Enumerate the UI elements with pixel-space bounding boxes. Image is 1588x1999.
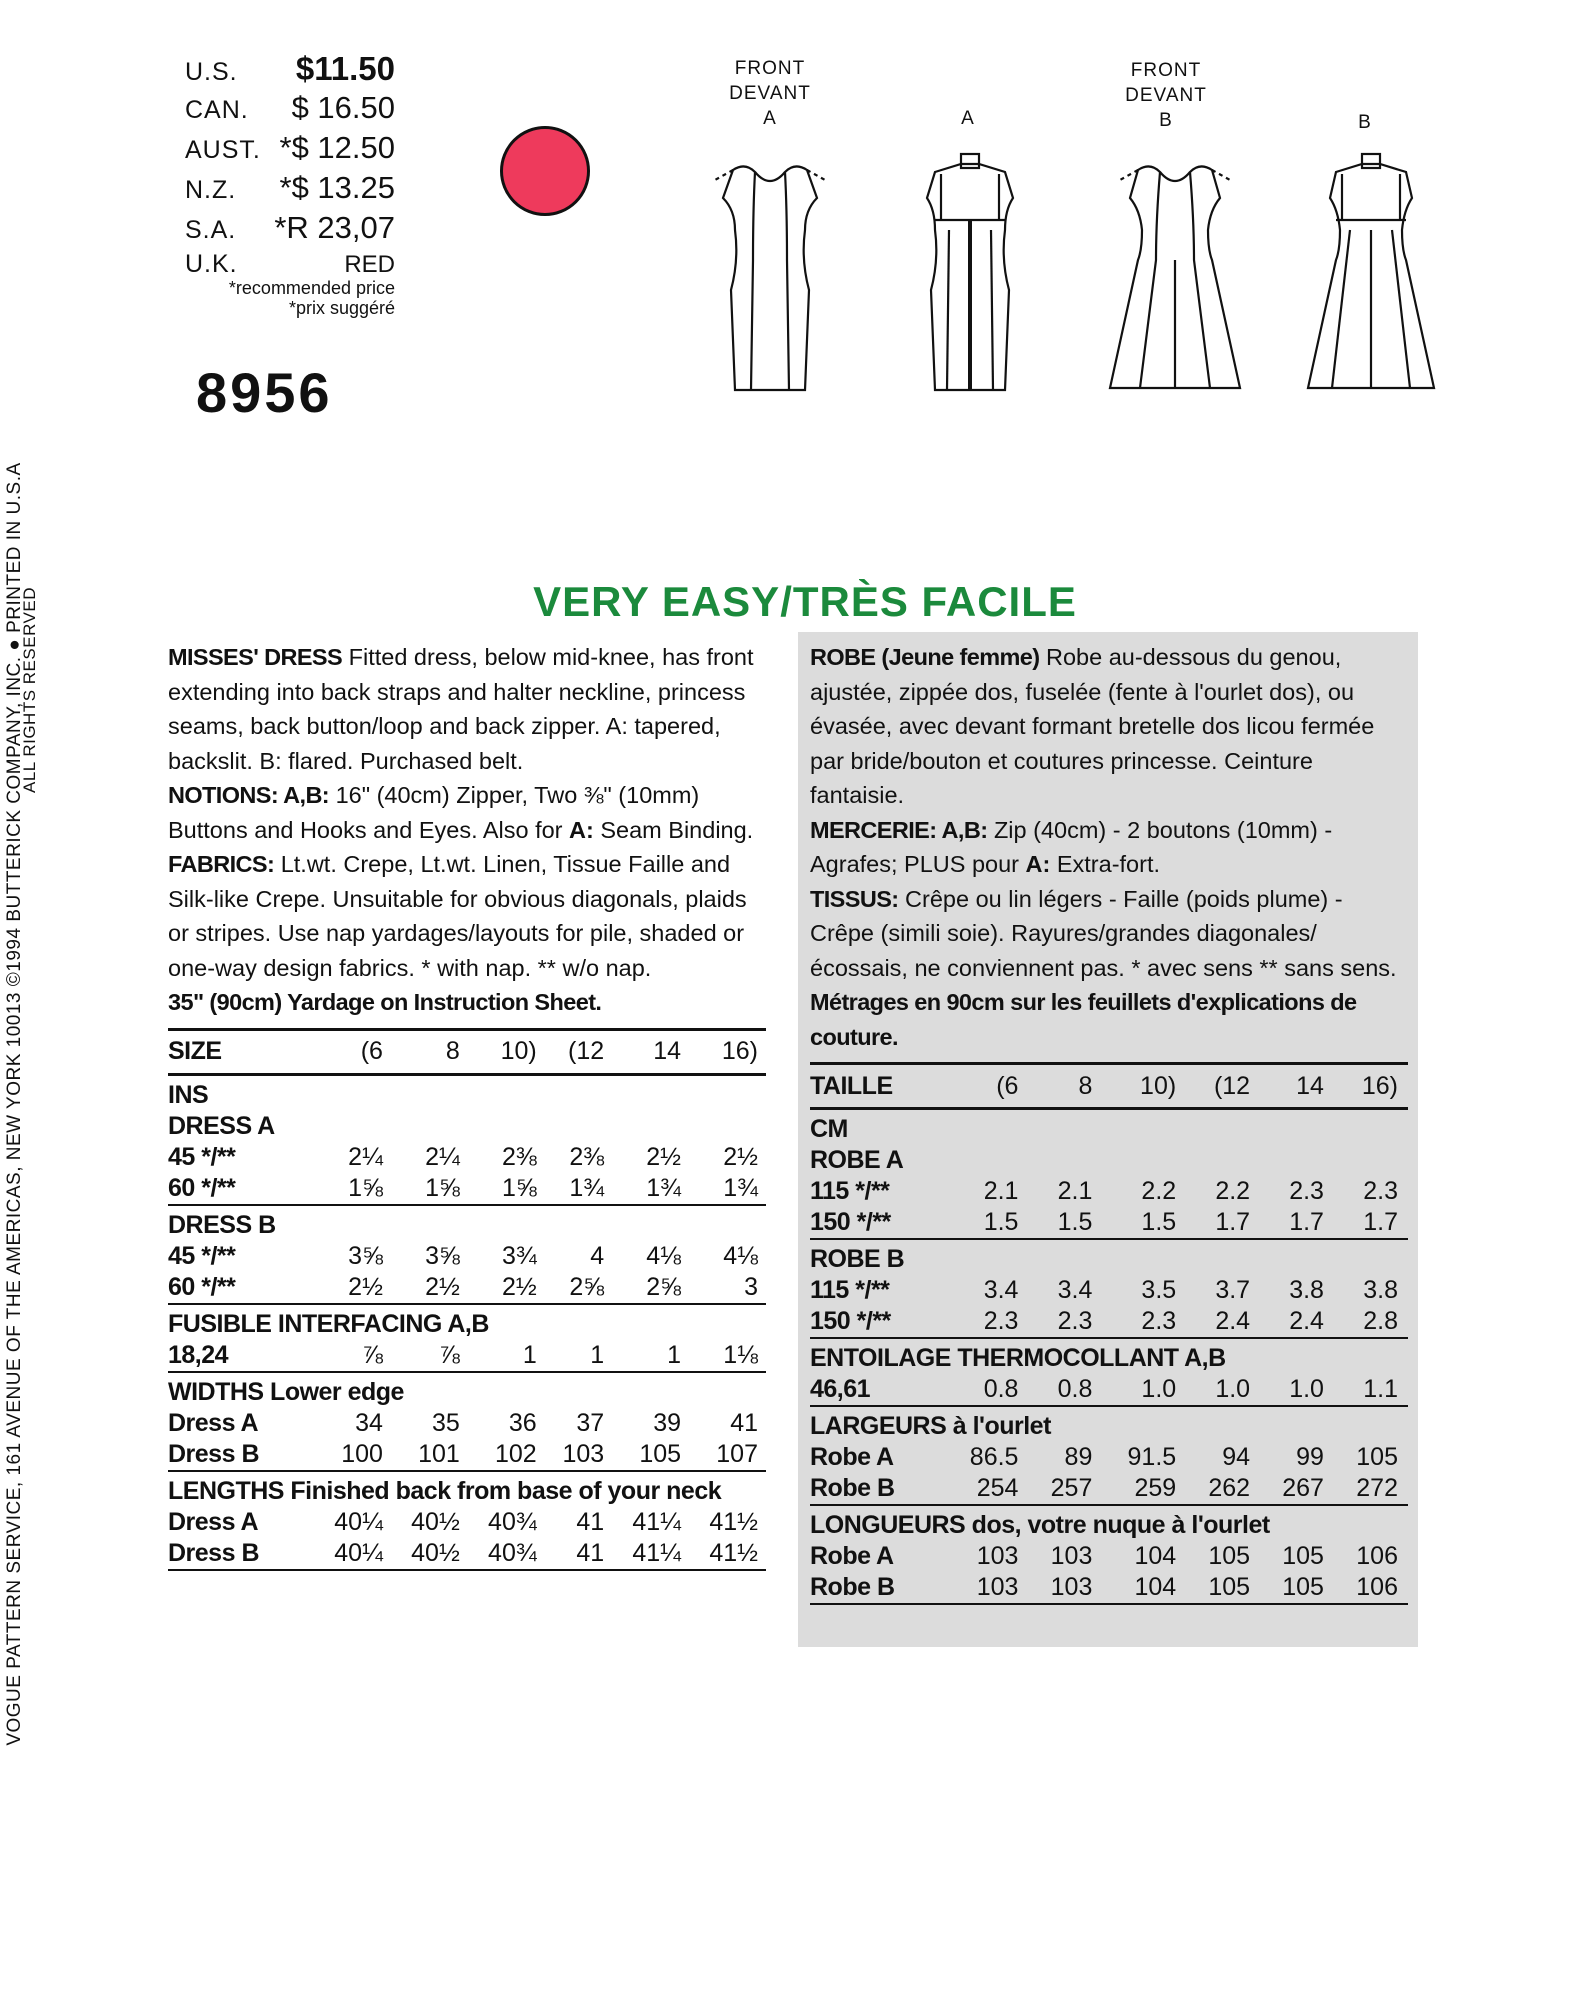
price-list — [185, 50, 395, 318]
price-row: S.A. *R 23,07 — [185, 210, 395, 245]
view-label: A — [961, 108, 975, 129]
rights-reserved: ALL RIGHTS RESERVED — [20, 587, 39, 794]
yardage-table-fr: TAILLE (6 8 10) (12 14 16) CM ROBE A 115 */** 2.1 2.1 2.2 2.2 2.3 2.3 150 */** 1.5 1.5 1.5 1.7 1.7 1.7 ROBE B 115 */** 3.4 3.4 3.5 3.7 3.8 3.8 150 */** 2.3 2.3 2.3 2.4 2.4 2.8 ENTOILAGE THERMOCOLLANT A,B 46,61 0.8 0.8 1.0 1.0 1.0 1.1 LARGEURS à l'ourlet Robe A 86.5 89 91.5 94 99 105 Robe B 254 257 259 262 267 272 LONGUEURS dos, votre nuque à l'ourlet Robe A 103 103 104 105 105 106 Robe B 103 103 104 105 105 106 — [810, 1062, 1408, 1605]
publisher-imprint: VOGUE PATTERN SERVICE, 161 AVENUE OF THE AMERICAS, NEW YORK 10013 ©1994 BUTTERICK COMPANY, INC. ● PRINTED IN U.S.A — [4, 462, 25, 1746]
french-column — [798, 632, 1418, 1647]
description-fr: ROBE (Jeune femme) Robe au-dessous du genou, ajustée, zippée dos, fuselée (fente à l'ourlet dos), ou évasée, avec devant formant bretelle dos licou fermée par bride/bouton et coutures princesse. Ceinture fantaisie. — [810, 644, 1375, 808]
view-label: B — [1358, 112, 1372, 133]
view-label: FRONT DEVANT A — [729, 58, 811, 129]
tissus: TISSUS: Crêpe ou lin légers - Faille (poids plume) - Crêpe (simili soie). Rayures/grandes diagonales/ écossais, ne conviennent pas. * avec sens ** sans sens. — [810, 885, 1397, 981]
difficulty-heading: VERY EASY/TRÈS FACILE — [533, 578, 1077, 625]
dress-b-back-drawing — [1296, 150, 1446, 400]
price-row: AUST. *$ 12.50 — [185, 130, 395, 165]
price-note: *recommended price — [228, 278, 395, 298]
side-imprint — [0, 0, 60, 1930]
notions: NOTIONS: A,B: 16" (40cm) Zipper, Two ⅜" (10mm) Buttons and Hooks and Eyes. Also for A: Seam Binding. — [168, 782, 754, 843]
dress-b-front-drawing — [1100, 150, 1250, 400]
pattern-number: 8956 — [196, 361, 333, 424]
yardage-table: SIZE (6 8 10) (12 14 16) INS DRESS A 45 */** 2¼ 2¼ 2⅜ 2⅜ 2½ 2½ 60 */** 1⅝ 1⅝ 1⅝ 1¾ 1¾ 1¾ DRESS B 45 */** 3⅝ 3⅝ 3¾ 4 4⅛ 4⅛ 60 */** 2½ 2½ 2½ 2⅝ 2⅝ 3 FUSIBLE INTERFACING A,B 18,24 ⅞ ⅞ 1 1 1 1⅛ WIDTHS Lower edge Dress A 34 35 36 37 39 41 Dress B 100 101 102 103 105 107 LENGTHS Finished back from base of your neck Dress A 40¼ 40½ 40¾ 41 41¼ 41½ Dress B 40¼ 40½ 40¾ 41 41¼ 41½ — [168, 1028, 766, 1571]
dress-a-back-drawing — [905, 150, 1035, 400]
price-row: N.Z. *$ 13.25 — [185, 170, 395, 205]
view-label: FRONT DEVANT B — [1125, 60, 1207, 131]
price-row: CAN. $ 16.50 — [185, 90, 395, 125]
fabrics: FABRICS: Lt.wt. Crepe, Lt.wt. Linen, Tissue Faille and Silk-like Crepe. Unsuitable for obvious diagonals, plaids or stripes. Use nap yardages/layouts for pile, shaded or one-way design fabrics. * with nap. ** w/o nap. — [168, 851, 747, 981]
price-row: U.K. RED — [185, 250, 395, 278]
dress-a-front-drawing — [705, 150, 835, 400]
price-row: U.S. $11.50 — [185, 50, 395, 87]
price-note: *prix suggéré — [288, 298, 395, 318]
red-color-dot — [500, 126, 590, 216]
mercerie: MERCERIE: A,B: Zip (40cm) - 2 boutons (10mm) - Agrafes; PLUS pour A: Extra-fort. — [810, 816, 1333, 877]
english-column — [168, 640, 766, 1571]
description: MISSES' DRESS Fitted dress, below mid-knee, has front extending into back straps and halter neckline, princess seams, back button/loop and back zipper. A: tapered, backslit. B: flared. Purchased belt. — [168, 644, 754, 774]
yardage-note: 35" (90cm) Yardage on Instruction Sheet. — [168, 989, 602, 1015]
metrage-note: Métrages en 90cm sur les feuillets d'explications de couture. — [810, 989, 1357, 1050]
